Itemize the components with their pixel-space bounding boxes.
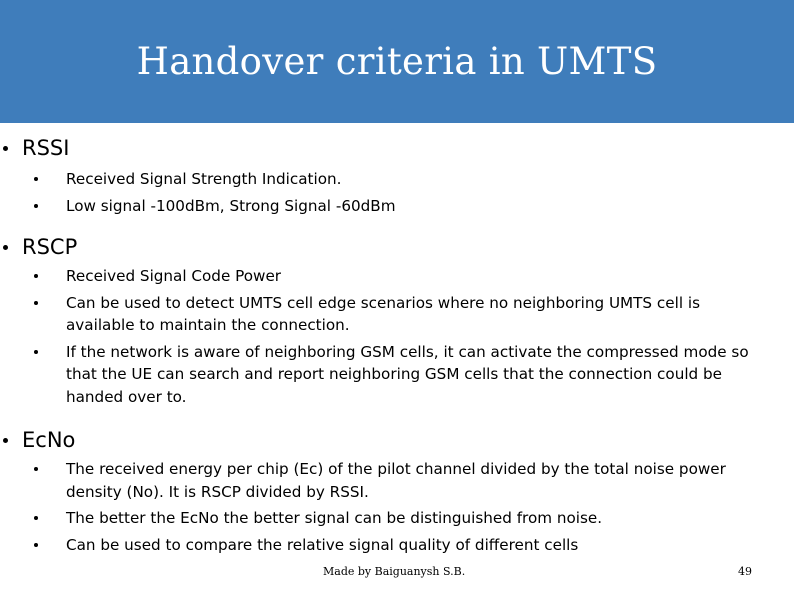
bullet-dot-icon — [34, 204, 38, 208]
list-item: Received Signal Code Power — [66, 265, 772, 288]
bullet-dot-icon — [34, 301, 38, 305]
bullet-dot-icon — [34, 350, 38, 354]
slide-title: Handover criteria in UMTS — [136, 40, 658, 83]
bullet-dot-icon — [34, 543, 38, 547]
heading-text: EcNo — [22, 428, 76, 452]
list-item: Low signal -100dBm, Strong Signal -60dBm — [66, 195, 772, 218]
bullet-dot-icon — [34, 516, 38, 520]
bullet-dot-icon — [34, 177, 38, 181]
heading-text: RSSI — [22, 136, 70, 160]
bullet-dot-icon — [34, 467, 38, 471]
section-heading — [0, 232, 794, 262]
section-ecno — [0, 425, 794, 560]
bullet-dot-icon — [34, 274, 38, 278]
list-item: If the network is aware of neighboring GSM cells, it can activate the compressed mode so that the UE can search and report neighboring GSM cells that the connection could be handed over to. — [66, 341, 772, 409]
page-number: 49 — [738, 565, 752, 578]
section-rssi — [0, 133, 794, 221]
list-item: Received Signal Strength Indication. — [66, 168, 772, 191]
bullet-dot-icon — [3, 245, 8, 250]
footer-credit: Made by Baiguanysh S.B. — [323, 565, 466, 578]
bullet-dot-icon — [3, 438, 8, 443]
list-item: Can be used to detect UMTS cell edge scenarios where no neighboring UMTS cell is available to maintain the connection. — [66, 292, 772, 337]
list-item: The received energy per chip (Ec) of the pilot channel divided by the total noise power density (No). It is RSCP divided by RSSI. — [66, 458, 772, 503]
section-heading — [0, 133, 794, 163]
heading-text: RSCP — [22, 235, 78, 259]
bullet-dot-icon — [3, 146, 8, 151]
list-item: The better the EcNo the better signal can be distinguished from noise. — [66, 507, 772, 530]
section-heading — [0, 425, 794, 455]
list-item: Can be used to compare the relative signal quality of different cells — [66, 534, 772, 557]
section-rscp — [0, 232, 794, 412]
